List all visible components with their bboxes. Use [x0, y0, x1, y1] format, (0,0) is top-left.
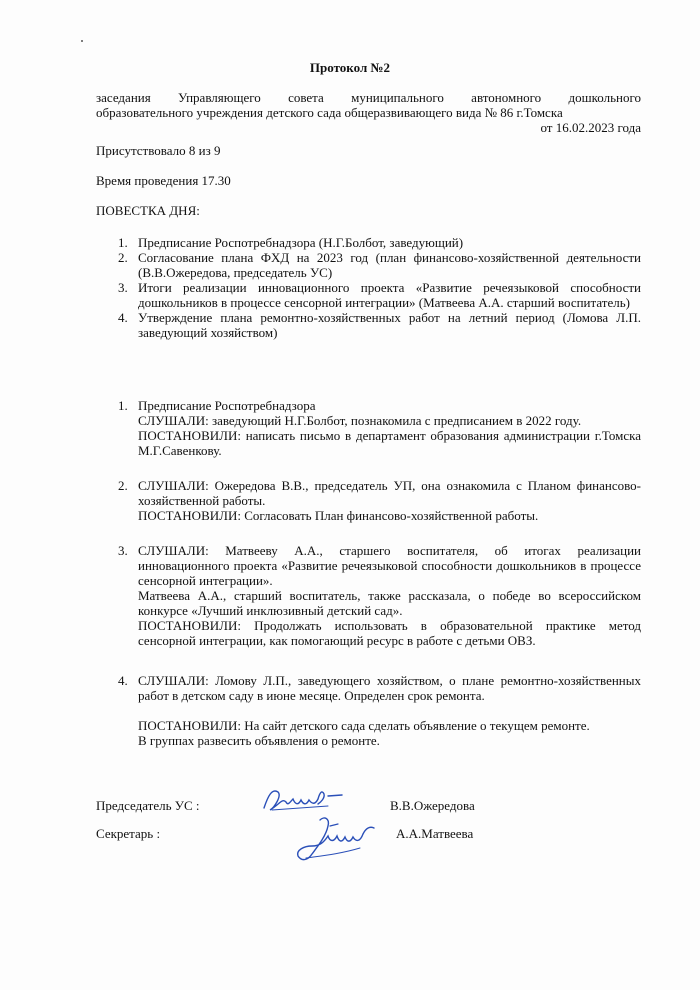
heard-paragraph: СЛУШАЛИ: Ломову Л.П., заведующего хозяйством, о плане ремонтно-хозяйственных работ в детском саду в июне месяце. Определен срок ремонта.: [138, 673, 641, 703]
section-number: 4.: [118, 673, 128, 688]
chair-name: В.В.Ожередова: [390, 798, 475, 813]
agenda-item-number: 2.: [118, 250, 128, 265]
agenda-item-number: 4.: [118, 310, 128, 325]
agenda-item-number: 3.: [118, 280, 128, 295]
secretary-label: Секретарь :: [96, 826, 161, 841]
section-number: 3.: [118, 543, 128, 558]
section-heading: Предписание Роспотребнадзора: [138, 398, 316, 413]
agenda-item: [96, 250, 641, 280]
heard-paragraph: СЛУШАЛИ: Матвееву А.А., старшего воспитателя, об итогах реализации инновационного проекта «Развитие речеязыковой способности дошкольников в процессе сенсорной интеграции».: [138, 543, 641, 588]
agenda-item: [96, 310, 641, 340]
meeting-date: от 16.02.2023 года: [540, 120, 641, 135]
attendance: Присутствовало 8 из 9: [96, 143, 221, 158]
agenda-item: [96, 235, 641, 250]
section-2: [96, 478, 641, 523]
section-3: [96, 543, 641, 648]
section-body: [138, 673, 641, 748]
section-number: 1.: [118, 398, 128, 413]
secretary-name: А.А.Матвеева: [396, 826, 474, 841]
secretary-signature: [290, 812, 390, 868]
heard-paragraph: СЛУШАЛИ: заведующий Н.Г.Болбот, познакомила с предписанием в 2022 году.: [138, 413, 582, 428]
agenda-item: [96, 280, 641, 310]
chair-label: Председатель УС :: [96, 798, 200, 813]
section-body: [138, 478, 641, 523]
heard-paragraph: СЛУШАЛИ: Ожередова В.В., председатель УП, она ознакомила с Планом финансово-хозяйственной работы.: [138, 478, 641, 508]
resolved-paragraph: ПОСТАНОВИЛИ: Продолжать использовать в образовательной практике метод сенсорной интеграции, как помогающий ресурс в работе с детьми ОВЗ.: [138, 618, 641, 648]
section-body: [138, 543, 641, 648]
agenda-item-text: Утверждение плана ремонтно-хозяйственных работ на летний период (Ломова Л.П. заведующий хозяйством): [138, 310, 641, 340]
document-intro: [96, 90, 641, 135]
resolved-paragraph: ПОСТАНОВИЛИ: На сайт детского сада сделать объявление о текущем ремонте.: [138, 718, 590, 733]
agenda-list: [96, 235, 641, 340]
agenda-item-number: 1.: [118, 235, 128, 250]
intro-line-2: образовательного учреждения детского сада общеразвивающего вида № 86 г.Томска: [96, 105, 563, 120]
resolved-paragraph: ПОСТАНОВИЛИ: написать письмо в департамент образования администрации г.Томска М.Г.Савенкову.: [138, 428, 641, 458]
document-title: Протокол №2: [309, 60, 391, 75]
scan-speck: [81, 40, 83, 42]
agenda-item-text: Предписание Роспотребнадзора (Н.Г.Болбот, заведующий): [138, 235, 464, 250]
section-body: [138, 398, 641, 458]
meeting-time: Время проведения 17.30: [96, 173, 231, 188]
section-number: 2.: [118, 478, 128, 493]
agenda-heading: ПОВЕСТКА ДНЯ:: [96, 203, 200, 218]
agenda-item-text: Итоги реализации инновационного проекта «Развитие речеязыковой способности дошкольников в процессе сенсорной интеграции» (Матвеева А.А. старший воспитатель): [138, 280, 641, 310]
intro-line-1: заседания Управляющего совета муниципального автономного дошкольного: [96, 90, 641, 105]
report-paragraph: Матвеева А.А., старший воспитатель, также рассказала, о победе во всероссийском конкурсе «Лучший инклюзивный детский сад».: [138, 588, 641, 618]
section-1: [96, 398, 641, 458]
resolved-paragraph: ПОСТАНОВИЛИ: Согласовать План финансово-хозяйственной работы.: [138, 508, 539, 523]
section-4: [96, 673, 641, 748]
agenda-item-text: Согласование плана ФХД на 2023 год (план финансово-хозяйственной деятельности (В.В.Ожередова, председатель УС): [138, 250, 641, 280]
resolved-paragraph-cont: В группах развесить объявления о ремонте.: [138, 733, 380, 748]
